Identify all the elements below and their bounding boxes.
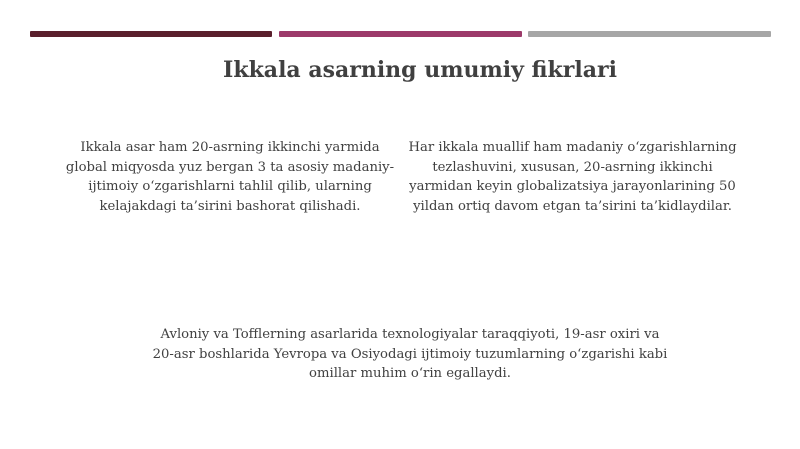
paragraph-bottom: Avloniy va Tofflerning asarlarida texnologiyalar taraqqiyoti, 19-asr oxiri va 20-asr boshlarida Yevropa va Osiyodagi ijtimoiy tuzumlarning o‘zgarishi kabi omillar muhim o‘rin egallaydi.: [152, 327, 668, 381]
decorative-bar-left: [30, 31, 272, 37]
paragraph-right: Har ikkala muallif ham madaniy o‘zgarishlarning tezlashuvini, xususan, 20-asrning ikkinchi yarmidan keyin globalizatsiya jarayonlarining 50 yildan ortiq davom etgan ta’sirini ta’kidlaydilar.: [408, 140, 737, 214]
decorative-bar-right: [528, 31, 771, 37]
slide-title: Ikkala asarning umumiy fikrlari: [223, 57, 617, 83]
decorative-bar-middle: [279, 31, 522, 37]
paragraph-left: Ikkala asar ham 20-asrning ikkinchi yarmida global miqyosda yuz bergan 3 ta asosiy madaniy-ijtimoiy o‘zgarishlarni tahlil qilib, ularning kelajakdagi ta’sirini bashorat qilishadi.: [65, 140, 395, 214]
